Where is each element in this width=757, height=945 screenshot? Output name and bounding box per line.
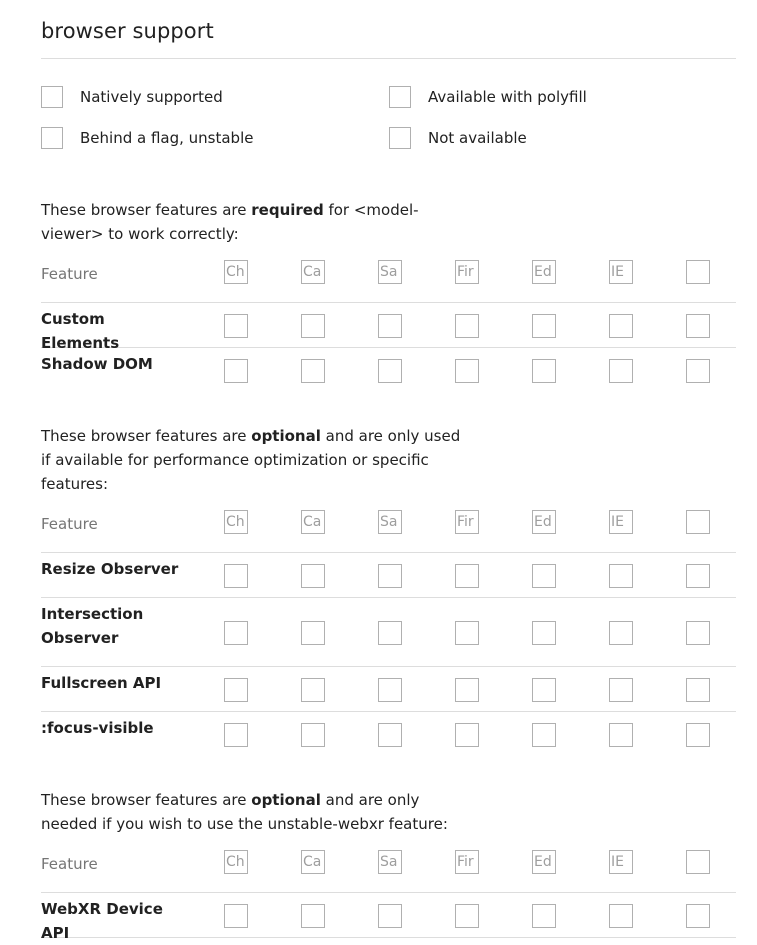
support-status-icon — [224, 678, 248, 702]
support-status-icon — [532, 678, 556, 702]
support-status-icon — [686, 359, 710, 383]
support-status-icon — [686, 904, 710, 928]
browser-icon: Ed — [532, 510, 556, 534]
browser-icon — [686, 260, 710, 284]
feature-name: WebXR Device API — [41, 900, 163, 942]
support-status-icon — [532, 723, 556, 747]
support-status-icon — [224, 904, 248, 928]
support-status-icon — [686, 621, 710, 645]
browser-icon: Sa — [378, 510, 402, 534]
legend-label: Natively supported — [80, 88, 223, 106]
support-status-icon — [301, 621, 325, 645]
legend-label: Not available — [428, 129, 527, 147]
table-row — [41, 893, 736, 942]
feature-name: :focus-visible — [41, 719, 154, 737]
browser-icon: IE — [609, 850, 633, 874]
feature-name: Resize Observer — [41, 560, 179, 578]
support-status-icon — [455, 904, 479, 928]
table-row — [41, 712, 736, 757]
browser-icon: Ca — [301, 260, 325, 284]
feature-column-header: Feature — [41, 515, 98, 533]
legend-polyfill — [389, 85, 587, 109]
browser-icon: Fir — [455, 510, 479, 534]
support-status-icon — [378, 678, 402, 702]
table-header-row — [41, 848, 736, 893]
table-header-row — [41, 258, 736, 303]
support-status-icon — [224, 564, 248, 588]
legend-native — [41, 85, 223, 109]
table-header-row — [41, 508, 736, 553]
support-status-icon — [224, 359, 248, 383]
title-divider — [41, 58, 736, 59]
support-status-icon — [378, 723, 402, 747]
browser-icon: Ch — [224, 850, 248, 874]
support-status-icon — [378, 564, 402, 588]
intro-text: for <model-viewer> to work correctly: — [41, 201, 419, 243]
support-status-icon — [378, 314, 402, 338]
section-intro — [41, 424, 471, 496]
support-status-icon — [224, 723, 248, 747]
browser-icon: Sa — [378, 850, 402, 874]
support-status-icon — [686, 678, 710, 702]
section-intro — [41, 198, 471, 246]
support-status-icon — [609, 723, 633, 747]
table-row — [41, 303, 736, 352]
flag-icon — [41, 127, 63, 149]
table-row — [41, 553, 736, 598]
browser-icon: Ed — [532, 260, 556, 284]
polyfill-icon — [389, 86, 411, 108]
browser-icon: Ca — [301, 510, 325, 534]
support-status-icon — [532, 621, 556, 645]
support-status-icon — [609, 678, 633, 702]
feature-name: Shadow DOM — [41, 355, 153, 373]
support-status-icon — [378, 621, 402, 645]
support-status-icon — [301, 904, 325, 928]
feature-name: Fullscreen API — [41, 674, 162, 692]
support-status-icon — [455, 359, 479, 383]
support-status-icon — [609, 314, 633, 338]
browser-icon: Fir — [455, 850, 479, 874]
support-status-icon — [532, 359, 556, 383]
natively-supported-icon — [41, 86, 63, 108]
intro-text: These browser features are — [41, 427, 252, 445]
feature-name: Intersection Observer — [41, 605, 144, 647]
intro-text: These browser features are — [41, 791, 252, 809]
support-status-icon — [609, 564, 633, 588]
support-status-icon — [301, 359, 325, 383]
support-status-icon — [532, 564, 556, 588]
support-status-icon — [532, 904, 556, 928]
legend-flag — [41, 126, 253, 150]
support-status-icon — [455, 564, 479, 588]
browser-icon: Ed — [532, 850, 556, 874]
table-row — [41, 667, 736, 712]
support-status-icon — [686, 564, 710, 588]
intro-emphasis: required — [251, 201, 324, 219]
page-title: browser support — [41, 19, 214, 43]
legend-not-available — [389, 126, 527, 150]
support-status-icon — [455, 723, 479, 747]
browser-icon: Ca — [301, 850, 325, 874]
browser-icon: Sa — [378, 260, 402, 284]
feature-column-header: Feature — [41, 855, 98, 873]
table-row — [41, 348, 736, 393]
legend-label: Available with polyfill — [428, 88, 587, 106]
browser-icon: IE — [609, 510, 633, 534]
intro-emphasis: optional — [251, 791, 321, 809]
browser-icon: Ch — [224, 260, 248, 284]
feature-name: Custom Elements — [41, 310, 120, 352]
support-status-icon — [224, 314, 248, 338]
browser-icon — [686, 850, 710, 874]
support-status-icon — [609, 359, 633, 383]
support-status-icon — [686, 723, 710, 747]
support-status-icon — [378, 359, 402, 383]
feature-column-header: Feature — [41, 265, 98, 283]
support-status-icon — [224, 621, 248, 645]
support-status-icon — [301, 678, 325, 702]
intro-emphasis: optional — [251, 427, 321, 445]
support-status-icon — [609, 621, 633, 645]
legend-label: Behind a flag, unstable — [80, 129, 254, 147]
support-status-icon — [455, 621, 479, 645]
not-available-icon — [389, 127, 411, 149]
intro-text: These browser features are — [41, 201, 252, 219]
support-status-icon — [532, 314, 556, 338]
support-status-icon — [609, 904, 633, 928]
browser-icon: Fir — [455, 260, 479, 284]
intro-text: and are only used if available for performance optimization or specific features: — [41, 427, 461, 493]
support-status-icon — [301, 314, 325, 338]
table-row — [41, 598, 736, 667]
support-status-icon — [301, 723, 325, 747]
support-status-icon — [378, 904, 402, 928]
browser-icon: IE — [609, 260, 633, 284]
support-status-icon — [301, 564, 325, 588]
browser-icon: Ch — [224, 510, 248, 534]
support-status-icon — [455, 314, 479, 338]
support-status-icon — [686, 314, 710, 338]
intro-text: and are only needed if you wish to use the unstable-webxr feature: — [41, 791, 448, 833]
section-intro — [41, 788, 471, 836]
browser-icon — [686, 510, 710, 534]
support-status-icon — [455, 678, 479, 702]
